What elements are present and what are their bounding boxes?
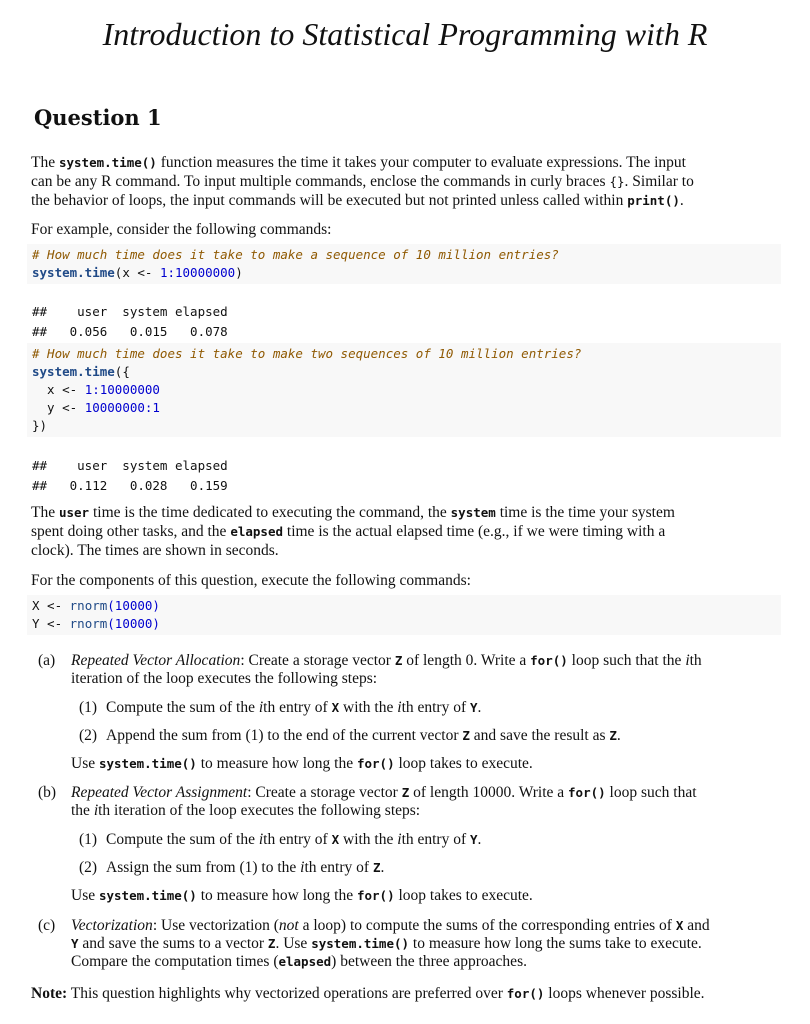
part-c-text: Vectorization: Use vectorization (not a loop) to compute the sums of the corresponding entries of X and Y and save the sums to a vector Z. Use system.time() to measure how long the sums take to execute. Compare the computation times (elapsed) between the three approaches. [71,917,710,970]
part-a-step-2-label: (2) [79,727,98,744]
part-b-text: Repeated Vector Assignment: Create a storage vector Z of length 10000. Write a for() loop such that the ith iteration of the loop executes the following steps: [71,784,697,819]
note-line: Note: This question highlights why vectorized operations are preferred over for() loops whenever possible. [31,985,705,1002]
part-a-text: Repeated Vector Allocation: Create a storage vector Z of length 0. Write a for() loop such that the ith iteration of the loop executes the following steps: [71,652,702,687]
part-a-step-1: Compute the sum of the ith entry of X with the ith entry of Y. [106,699,482,716]
intro-paragraph: The system.time() function measures the time it takes your computer to evaluate expressions. The input can be any R command. To input multiple commands, enclose the commands in curly braces {}. Similar to the behavior of loops, the input commands will be executed but not printed unless called within print(). [31,154,694,209]
part-b-use-line: Use system.time() to measure how long the for() loop takes to execute. [71,887,533,904]
explanation-paragraph: The user time is the time dedicated to executing the command, the system time is the time your system spent doing other tasks, and the elapsed time is the actual elapsed time (e.g., if we were timing with a clock). The times are shown in seconds. [31,504,675,559]
part-a-label: (a) [38,652,56,669]
output-block-1: ## user system elapsed ## 0.056 0.015 0.078 [32,304,228,339]
part-b-label: (b) [38,784,57,801]
part-a-step-1-label: (1) [79,699,98,716]
part-a-step-2: Append the sum from (1) to the end of the current vector Z and save the result as Z. [106,727,621,744]
question-heading: Question 1 [34,105,162,130]
code-block-1: # How much time does it take to make a sequence of 10 million entries? system.time(x <- 1:10000000) [27,244,781,284]
document-title: Introduction to Statistical Programming with R [102,16,708,52]
code-block-2: # How much time does it take to make two sequences of 10 million entries? system.time({ x <- 1:10000000 y <- 10000000:1 }) [27,343,781,437]
components-text: For the components of this question, execute the following commands: [31,572,471,589]
part-b-step-1-label: (1) [79,831,98,848]
part-a-use-line: Use system.time() to measure how long the for() loop takes to execute. [71,755,533,772]
output-block-2: ## user system elapsed ## 0.112 0.028 0.159 [32,458,228,493]
part-b-step-2-label: (2) [79,859,98,876]
code-block-3: X <- rnorm(10000) Y <- rnorm(10000) [27,595,781,635]
part-c-label: (c) [38,917,56,934]
example-text: For example, consider the following commands: [31,221,332,238]
part-b-step-1: Compute the sum of the ith entry of X with the ith entry of Y. [106,831,482,848]
part-b-step-2: Assign the sum from (1) to the ith entry of Z. [106,859,385,876]
